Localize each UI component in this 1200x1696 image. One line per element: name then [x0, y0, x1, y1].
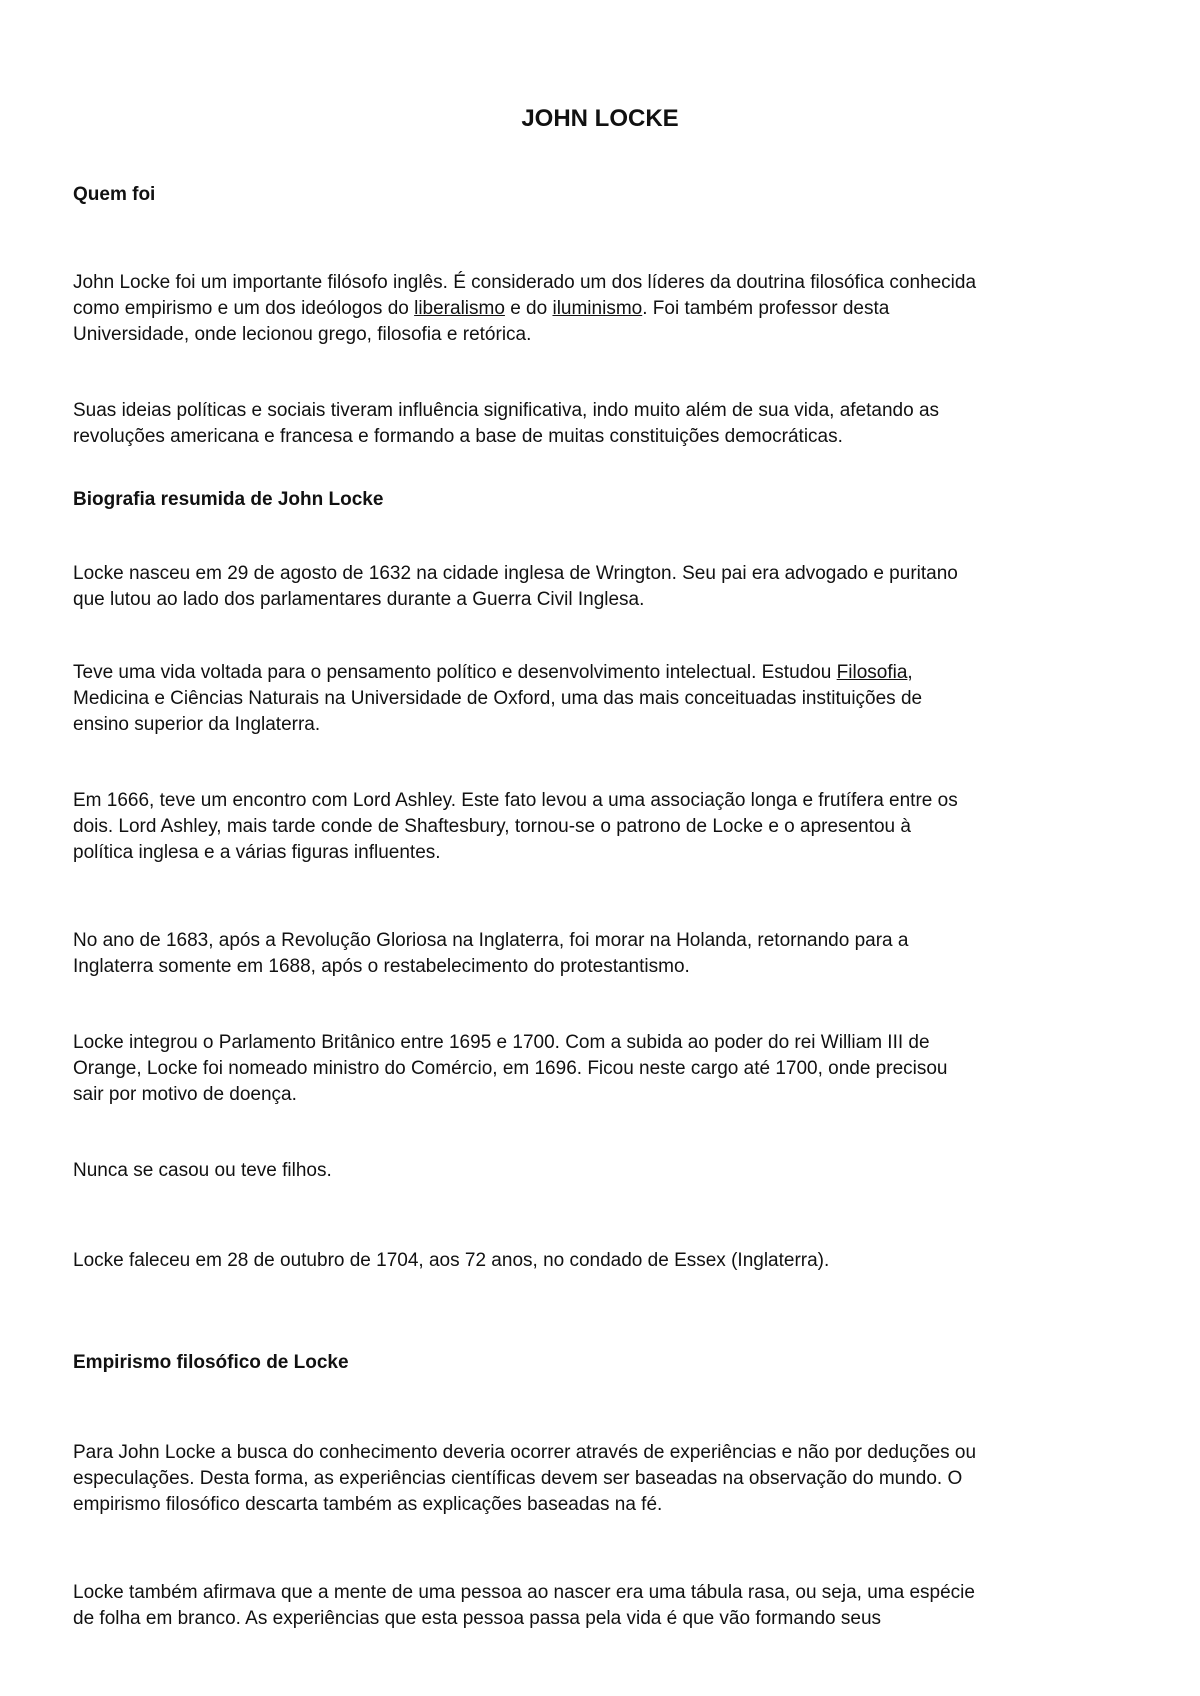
paragraph-quem-foi-2 — [73, 398, 1143, 450]
text-line: empirismo filosófico descarta também as explicações baseadas na fé. — [73, 1494, 663, 1515]
text-line: Inglaterra somente em 1688, após o restabelecimento do protestantismo. — [73, 956, 690, 977]
text-line: sair por motivo de doença. — [73, 1084, 297, 1105]
paragraph-biografia-6 — [73, 1158, 1143, 1184]
paragraph-biografia-5 — [73, 1030, 1143, 1108]
text-line: Em 1666, teve um encontro com Lord Ashley. Este fato levou a uma associação longa e frutífera entre os — [73, 790, 958, 811]
paragraph-biografia-7 — [73, 1248, 1143, 1274]
paragraph-quem-foi-1 — [73, 270, 1143, 348]
section-heading-empirismo: Empirismo filosófico de Locke — [73, 1352, 349, 1373]
paragraph-biografia-1 — [73, 561, 1143, 613]
text-line: Universidade, onde lecionou grego, filosofia e retórica. — [73, 324, 532, 345]
text-line: No ano de 1683, após a Revolução Gloriosa na Inglaterra, foi morar na Holanda, retornando para a — [73, 930, 909, 951]
text-line: Para John Locke a busca do conhecimento deveria ocorrer através de experiências e não por deduções ou — [73, 1442, 977, 1463]
text-line: Locke nasceu em 29 de agosto de 1632 na cidade inglesa de Wrington. Seu pai era advogado e puritano — [73, 563, 958, 584]
text-line: especulações. Desta forma, as experiências científicas devem ser baseadas na observação do mundo. O — [73, 1468, 963, 1489]
paragraph-empirismo-1 — [73, 1440, 1143, 1518]
filosofia-link[interactable]: Filosofia — [836, 662, 908, 683]
paragraph-biografia-4 — [73, 928, 1143, 980]
text-line — [73, 296, 1143, 322]
liberalismo-link[interactable]: liberalismo — [414, 298, 505, 319]
text-line: dois. Lord Ashley, mais tarde conde de Shaftesbury, tornou-se o patrono de Locke e o apresentou à — [73, 816, 911, 837]
text-line: revoluções americana e francesa e formando a base de muitas constituições democráticas. — [73, 426, 843, 447]
text-segment: Teve uma vida voltada para o pensamento político e desenvolvimento intelectual. Estudou — [73, 662, 837, 683]
paragraph-biografia-3 — [73, 788, 1143, 866]
text-line — [73, 660, 1143, 686]
text-line: Medicina e Ciências Naturais na Universidade de Oxford, uma das mais conceituadas instituições de — [73, 688, 923, 709]
paragraph-biografia-2 — [73, 660, 1143, 738]
text-segment: , — [907, 662, 913, 683]
text-line: Suas ideias políticas e sociais tiveram influência significativa, indo muito além de sua vida, afetando as — [73, 400, 940, 421]
document-title: JOHN LOCKE — [521, 105, 679, 132]
text-line: John Locke foi um importante filósofo inglês. É considerado um dos líderes da doutrina filosófica conhecida — [73, 272, 977, 293]
text-line: que lutou ao lado dos parlamentares durante a Guerra Civil Inglesa. — [73, 589, 645, 610]
text-line: Locke integrou o Parlamento Britânico entre 1695 e 1700. Com a subida ao poder do rei William III de — [73, 1032, 930, 1053]
text-segment: como empirismo e um dos ideólogos do — [73, 298, 415, 319]
text-line: de folha em branco. As experiências que esta pessoa passa pela vida é que vão formando seus — [73, 1608, 882, 1629]
iluminismo-link[interactable]: iluminismo — [552, 298, 643, 319]
text-line: Locke faleceu em 28 de outubro de 1704, aos 72 anos, no condado de Essex (Inglaterra). — [73, 1250, 830, 1271]
section-heading-quem-foi: Quem foi — [73, 184, 156, 205]
section-heading-biografia: Biografia resumida de John Locke — [73, 489, 384, 510]
text-segment: . Foi também professor desta — [642, 298, 890, 319]
text-line: política inglesa e a várias figuras influentes. — [73, 842, 441, 863]
text-segment: e do — [504, 298, 553, 319]
text-line: Nunca se casou ou teve filhos. — [73, 1160, 332, 1181]
text-line: Locke também afirmava que a mente de uma pessoa ao nascer era uma tábula rasa, ou seja, uma espécie — [73, 1582, 975, 1603]
text-line: Orange, Locke foi nomeado ministro do Comércio, em 1696. Ficou neste cargo até 1700, onde precisou — [73, 1058, 948, 1079]
paragraph-empirismo-2 — [73, 1580, 1143, 1632]
text-line: ensino superior da Inglaterra. — [73, 714, 321, 735]
